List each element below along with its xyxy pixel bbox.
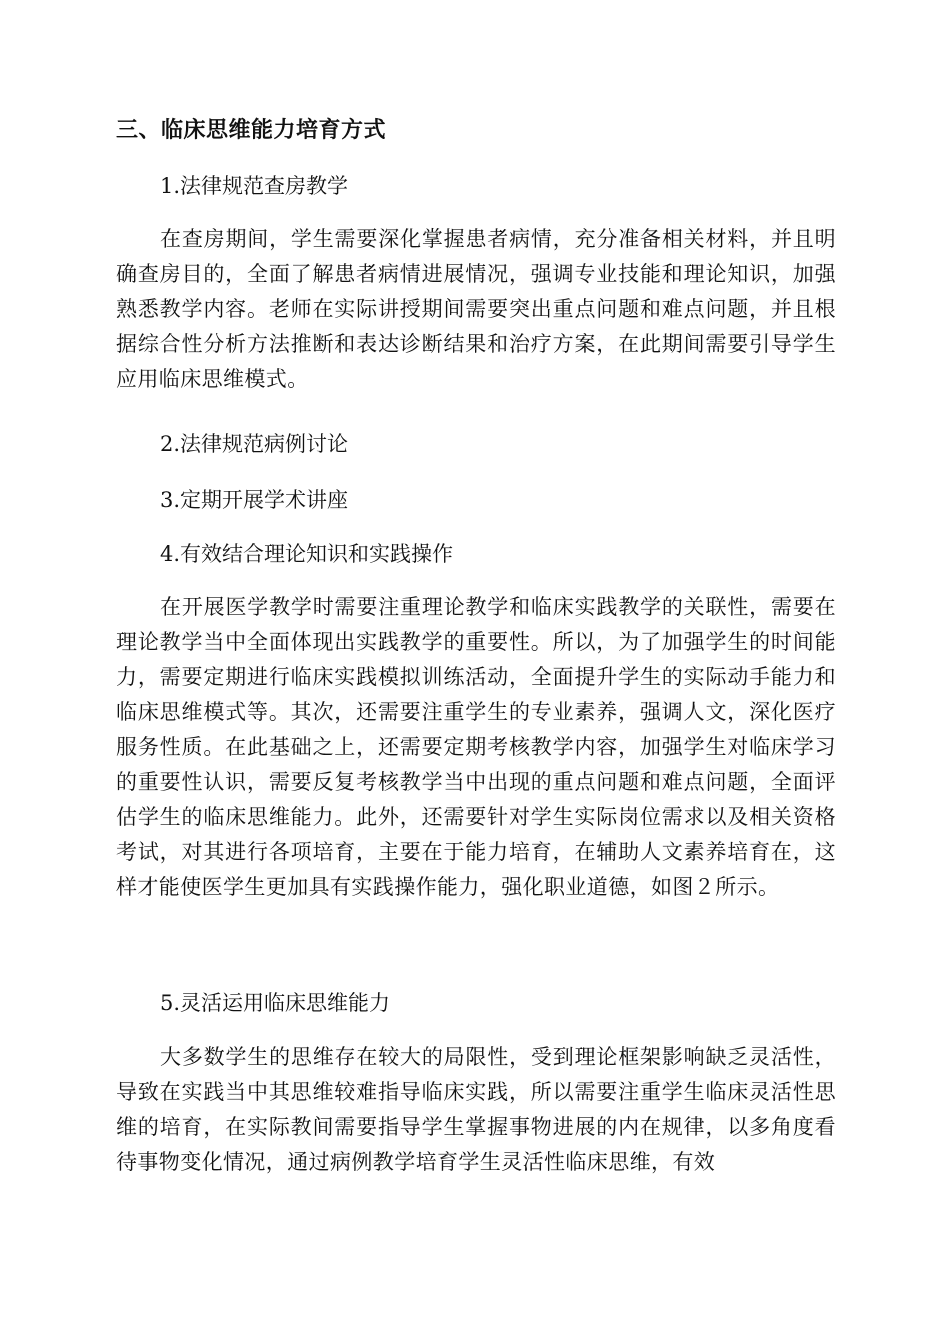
subheading-4: 4.有效结合理论知识和实践操作 <box>160 542 454 566</box>
section-heading: 三、临床思维能力培育方式 <box>116 117 387 143</box>
subheading-1: 1.法律规范查房教学 <box>160 174 349 198</box>
paragraph-2: 在开展医学教学时需要注重理论教学和临床实践教学的关联性，需要在理论教学当中全面体现出实践教学的重要性。所以，为了加强学生的时间能力，需要定期进行临床实践模拟训练活动，全面提升学生的实际动手能力和临床思维模式等。其次，还需要注重学生的专业素养，强调人文，深化医疗服务性质。在此基础之上，还需要定期考核教学内容，加强学生对临床学习的重要性认识，需要反复考核教学当中出现的重点问题和难点问题，全面评估学生的临床思维能力。此外，还需要针对学生实际岗位需求以及相关资格考试，对其进行各项培育，主要在于能力培育，在辅助人文素养培育在，这样才能使医学生更加具有实践操作能力，强化职业道德，如图２所示。 <box>116 595 836 899</box>
paragraph-3: 大多数学生的思维存在较大的局限性，受到理论框架影响缺乏灵活性，导致在实践当中其思维较难指导临床实践，所以需要注重学生临床灵活性思维的培育，在实际教间需要指导学生掌握事物进展的内在规律，以多角度看待事物变化情况，通过病例教学培育学生灵活性临床思维，有效 <box>116 1045 836 1174</box>
paragraph-1: 在查房期间，学生需要深化掌握患者病情，充分准备相关材料，并且明确查房目的，全面了解患者病情进展情况，强调专业技能和理论知识，加强熟悉教学内容。老师在实际讲授期间需要突出重点问题和难点问题，并且根据综合性分析方法推断和表达诊断结果和治疗方案，在此期间需要引导学生应用临床思维模式。 <box>116 227 836 391</box>
subheading-3: 3.定期开展学术讲座 <box>160 488 349 512</box>
subheading-2: 2.法律规范病例讨论 <box>160 432 349 456</box>
subheading-5: 5.灵活运用临床思维能力 <box>160 991 391 1015</box>
